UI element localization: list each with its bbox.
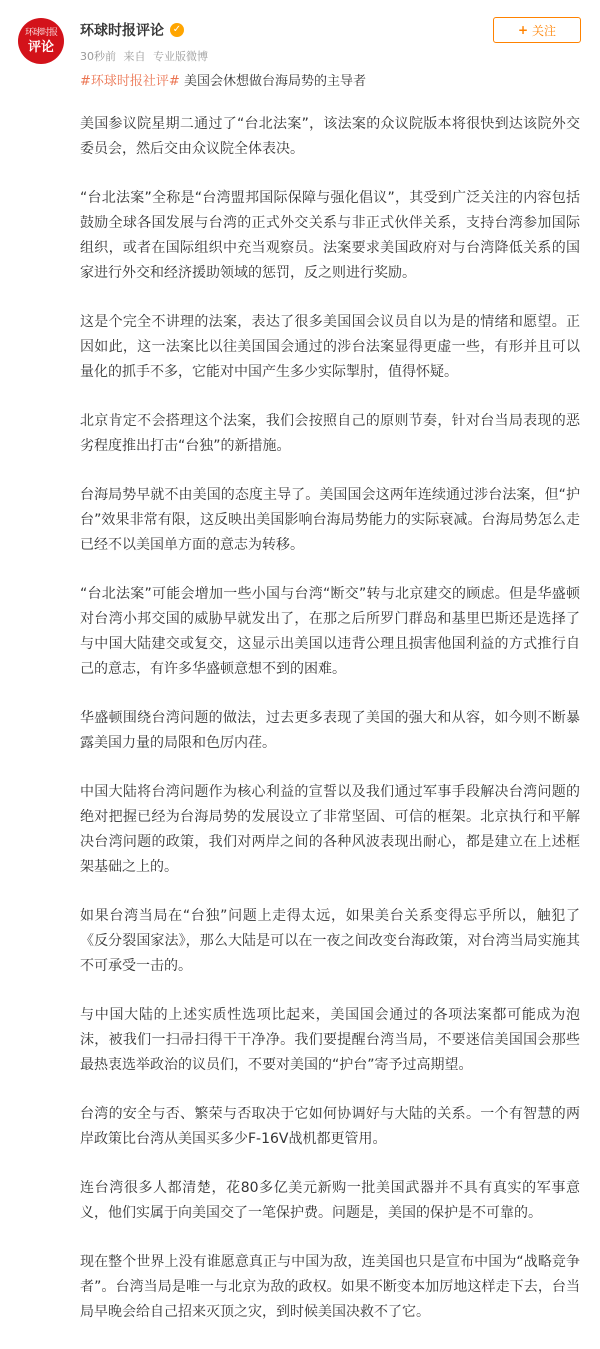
- paragraph: 台湾的安全与否、繁荣与否取决于它如何协调好与大陆的关系。一个有智慧的两岸政策比台湾从美国买多少F-16V战机都更管用。: [80, 1106, 580, 1147]
- post-time: 30秒前: [80, 50, 116, 63]
- post-header: [0, 0, 600, 89]
- post-body: [80, 112, 580, 1349]
- post-title-row: [80, 70, 366, 89]
- verified-badge-icon: ✓: [170, 23, 184, 37]
- avatar-logo-text: 环球时报: [24, 27, 57, 38]
- paragraph: “台北法案”可能会增加一些小国与台湾“断交”转与北京建交的顾虑。但是华盛顿对台湾小邦交国的威胁早就发出了，在那之后所罗门群岛和基里巴斯还是选择了与中国大陆建交或复交，这显示出美国以违背公理且损害他国利益的方式推行自己的意志，有许多华盛顿意想不到的困难。: [80, 586, 580, 677]
- paragraph: 北京肯定不会搭理这个法案，我们会按照自己的原则节奏，针对台当局表现的恶劣程度推出打击“台独”的新措施。: [80, 413, 580, 454]
- paragraph: 美国参议院星期二通过了“台北法案”，该法案的众议院版本将很快到达该院外交委员会，然后交由众议院全体表决。: [80, 116, 580, 157]
- avatar-logo-subtext: 评论: [27, 39, 54, 55]
- post-meta: [80, 48, 212, 64]
- paragraph: 中国大陆将台湾问题作为核心利益的宣誓以及我们通过军事手段解决台湾问题的绝对把握已经为台海局势的发展设立了非常坚固、可信的框架。北京执行和平解决台湾问题的政策，我们对两岸之间的各种风波表现出耐心，都是建立在上述框架基础之上的。: [80, 784, 580, 875]
- follow-button[interactable]: [493, 17, 581, 43]
- paragraph: 现在整个世界上没有谁愿意真正与中国为敌，连美国也只是宣布中国为“战略竞争者”。台湾当局是唯一与北京为敌的政权。如果不断变本加厉地这样走下去，台当局早晚会给自己招来灭顶之灾，到时候美国决救不了它。: [80, 1254, 580, 1320]
- author-row: [80, 20, 184, 40]
- author-name[interactable]: 环球时报评论: [80, 23, 164, 39]
- topic-hashtag[interactable]: #环球时报社评#: [80, 74, 180, 89]
- plus-icon: +: [517, 23, 529, 37]
- paragraph: 连台湾很多人都清楚，花80多亿美元新购一批美国武器并不具有真实的军事意义，他们实属于向美国交了一笔保护费。问题是，美国的保护是不可靠的。: [80, 1180, 580, 1221]
- post-source[interactable]: 专业版微博: [153, 50, 208, 63]
- avatar[interactable]: [18, 18, 64, 64]
- follow-label: 关注: [532, 23, 557, 38]
- paragraph: 如果台湾当局在“台独”问题上走得太远，如果美台关系变得忘乎所以，触犯了《反分裂国家法》，那么大陆是可以在一夜之间改变台海政策，对台湾当局实施其不可承受一击的。: [80, 908, 580, 974]
- paragraph: 与中国大陆的上述实质性选项比起来，美国国会通过的各项法案都可能成为泡沫，被我们一扫帚扫得干干净净。我们要提醒台湾当局，不要迷信美国国会那些最热衷选举政治的议员们，不要对美国的“护台”寄予过高期望。: [80, 1007, 580, 1073]
- paragraph: “台北法案”全称是“台湾盟邦国际保障与强化倡议”，其受到广泛关注的内容包括鼓励全球各国发展与台湾的正式外交关系与非正式伙伴关系，支持台湾参加国际组织，或者在国际组织中充当观察员。法案要求美国政府对与台湾降低关系的国家进行外交和经济援助领域的惩罚，反之则进行奖励。: [80, 190, 580, 281]
- post-title: 美国会休想做台海局势的主导者: [183, 74, 366, 89]
- source-prefix: 来自: [123, 50, 146, 63]
- paragraph: 这是个完全不讲理的法案，表达了很多美国国会议员自以为是的情绪和愿望。正因如此，这一法案比以往美国国会通过的涉台法案显得更虚一些，有形并且可以量化的抓手不多，它能对中国产生多少实际掣肘，值得怀疑。: [80, 314, 580, 380]
- paragraph: 台海局势早就不由美国的态度主导了。美国国会这两年连续通过涉台法案，但“护台”效果非常有限，这反映出美国影响台海局势能力的实际衰减。台海局势怎么走已经不以美国单方面的意志为转移。: [80, 487, 580, 553]
- paragraph: 华盛顿围绕台湾问题的做法，过去更多表现了美国的强大和从容，如今则不断暴露美国力量的局限和色厉内荏。: [80, 710, 580, 751]
